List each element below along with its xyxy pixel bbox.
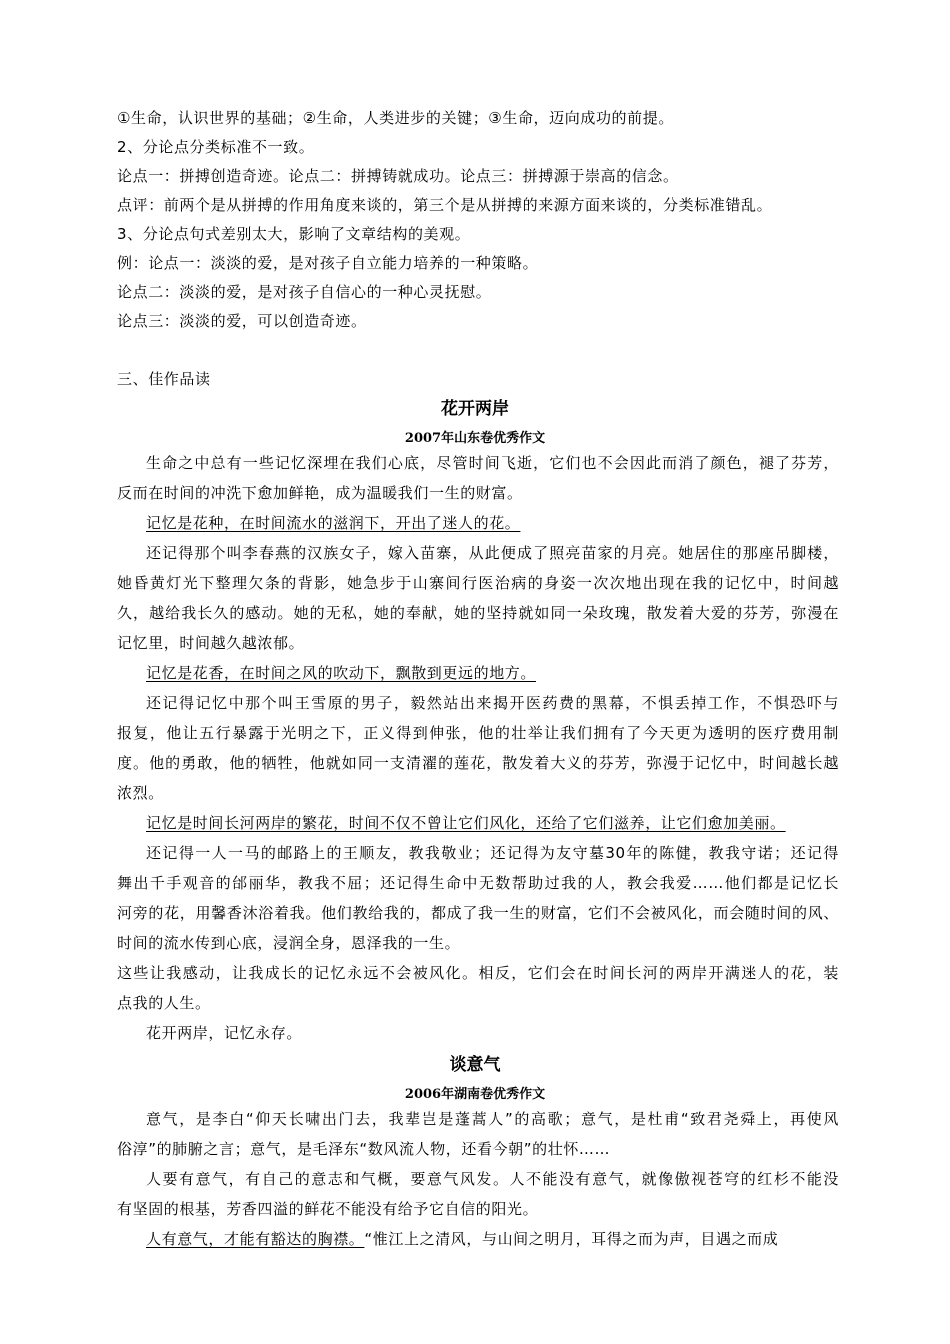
paragraph-line: 人要有意气，有自己的意志和气概，要意气风发。人不能没有意气，就像傲视苍穹的红杉不能没 <box>146 1170 839 1188</box>
underlined-sentence: 记忆是花香，在时间之风的吹动下，飘散到更远的地方。 <box>146 664 537 682</box>
paragraph-line: 时间的流水传到心底，浸润全身，恩泽我的一生。 <box>117 934 461 952</box>
paragraph-line: 还记得记忆中那个叫王雪原的男子，毅然站出来揭开医药费的黑幕，不惧丢掉工作，不惧恐吓与 <box>146 694 839 712</box>
text-line: ①生命，认识世界的基础；②生命，人类进步的关键；③生命，迈向成功的前提。 <box>117 109 674 127</box>
paragraph-line: 意气，是李白“仰天长啸出门去，我辈岂是蓬蒿人”的高歌；意气，是杜甫“致君尧舜上，再使风 <box>146 1110 839 1128</box>
text-line: 3、分论点句式差别太大，影响了文章结构的美观。 <box>117 225 471 243</box>
paragraph-line: 还记得那个叫李春燕的汉族女子，嫁入苗寨，从此便成了照亮苗家的月亮。她居住的那座吊脚楼， <box>146 544 839 562</box>
paragraph-line <box>146 1228 778 1249</box>
paragraph-line: 这些让我感动，让我成长的记忆永远不会被风化。相反，它们会在时间长河的两岸开满迷人的花，装 <box>117 964 839 982</box>
section-heading: 三、佳作品读 <box>117 370 211 388</box>
paragraph-line: 反而在时间的冲洗下愈加鲜艳，成为温暖我们一生的财富。 <box>117 484 523 502</box>
underlined-sentence: 人有意气，才能有豁达的胸襟。 <box>146 1230 365 1248</box>
essay-title: 花开两岸 <box>441 399 509 419</box>
paragraph-line: 记忆里，时间越久越浓郁。 <box>117 634 305 652</box>
sentence-text: “惟江上之清风，与山间之明月，耳得之而为声，目遇之而成 <box>364 1230 779 1248</box>
paragraph-line: 生命之中总有一些记忆深埋在我们心底，尽管时间飞逝，它们也不会因此而消了颜色，褪了芬芳， <box>146 454 839 472</box>
paragraph-line: 报复，他让五行暴露于光明之下，正义得到伸张，他的壮举让我们拥有了今天更为透明的医疗费用制 <box>117 724 839 742</box>
paragraph-line: 浓烈。 <box>117 784 164 802</box>
paragraph-line: 还记得一人一马的邮路上的王顺友，教我敬业；还记得为友守墓30年的陈健，教我守诺；还记得 <box>146 844 839 862</box>
text-line: 2、分论点分类标准不一致。 <box>117 138 315 156</box>
paragraph-line: 久，越给我长久的感动。她的无私，她的奉献，她的坚持就如同一朵玫瑰，散发着大爱的芬芳，弥漫在 <box>117 604 839 622</box>
paragraph-line: 舞出千手观音的邰丽华，教我不屈；还记得生命中无数帮助过我的人，教会我爱……他们都是记忆长 <box>117 874 839 892</box>
paragraph-line: 花开两岸，记忆永存。 <box>146 1024 303 1042</box>
essay-title: 谈意气 <box>449 1055 501 1075</box>
essay-subtitle: 2007年山东卷优秀作文 <box>404 431 546 446</box>
text-line: 点评：前两个是从拼搏的作用角度来谈的，第三个是从拼搏的来源方面来谈的，分类标准错乱。 <box>117 196 773 214</box>
paragraph-line: 俗淳”的肺腑之言；意气，是毛泽东“数风流人物，还看今朝”的壮怀…… <box>117 1140 611 1158</box>
paragraph-line: 她昏黄灯光下整理欠条的背影，她急步于山寨间行医治病的身姿一次次地出现在我的记忆中，时间越 <box>117 574 839 592</box>
text-line: 论点二：淡淡的爱，是对孩子自信心的一种心灵抚慰。 <box>117 283 492 301</box>
paragraph-line: 度。他的勇敢，他的牺牲，他就如同一支清濯的莲花，散发着大义的芬芳，弥漫于记忆中，时间越长越 <box>117 754 839 772</box>
paragraph-line: 点我的人生。 <box>117 994 211 1012</box>
text-line: 论点一：拼搏创造奇迹。论点二：拼搏铸就成功。论点三：拼搏源于崇高的信念。 <box>117 167 679 185</box>
paragraph-line: 河旁的花，用馨香沐浴着我。他们教给我的，都成了我一生的财富，它们不会被风化，而会随时间的风、 <box>117 904 839 922</box>
essay-subtitle: 2006年湖南卷优秀作文 <box>404 1087 546 1102</box>
underlined-sentence: 记忆是时间长河两岸的繁花，时间不仅不曾让它们风化，还给了它们滋养，让它们愈加美丽。 <box>146 814 786 832</box>
paragraph-line: 有坚固的根基，芳香四溢的鲜花不能没有给予它自信的阳光。 <box>117 1200 539 1218</box>
underlined-sentence: 记忆是花种，在时间流水的滋润下，开出了迷人的花。 <box>146 514 521 532</box>
text-line: 论点三：淡淡的爱，可以创造奇迹。 <box>117 312 367 330</box>
text-line: 例：论点一：淡淡的爱，是对孩子自立能力培养的一种策略。 <box>117 254 539 272</box>
